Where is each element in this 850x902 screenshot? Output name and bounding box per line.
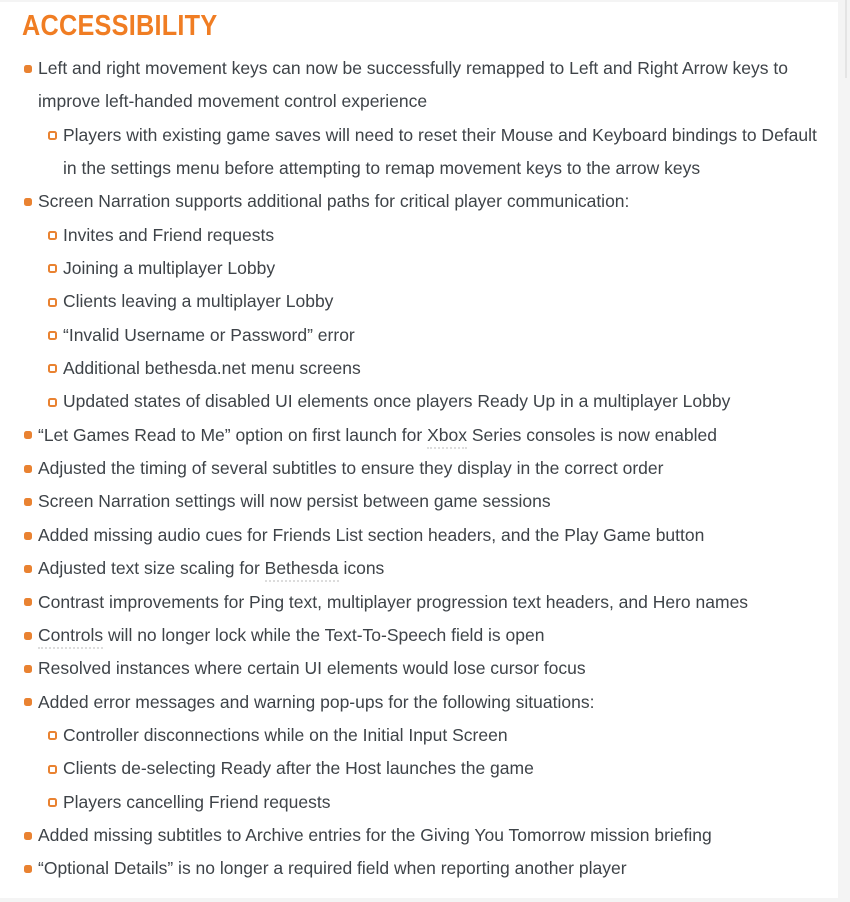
note-text: Controller disconnections while on the Initial Input Screen [63, 724, 508, 745]
list-item [38, 852, 830, 885]
list-item [38, 52, 830, 185]
note-text: Left and right movement keys can now be successfully remapped to Left and Right Arrow keys to improve left-handed movement control experience [38, 58, 793, 112]
dotted-underline-term: Controls [38, 625, 103, 649]
note-text: Additional bethesda.net menu screens [63, 358, 361, 379]
note-text: Updated states of disabled UI elements once players Ready Up in a multiplayer Lobby [63, 391, 731, 412]
note-text: Players with existing game saves will need to reset their Mouse and Keyboard bindings to Default in the settings menu before attempting to remap movement keys to the arrow keys [63, 124, 822, 179]
list-item [38, 552, 830, 585]
sub-list-item [63, 385, 830, 418]
section-heading [0, 8, 838, 44]
list-item [38, 686, 830, 819]
note-text: “Optional Details” is no longer a required field when reporting another player [38, 858, 627, 879]
sub-list-item [63, 752, 830, 785]
note-text: Added error messages and warning pop-ups for the following situations: [38, 691, 595, 712]
sub-list [38, 119, 830, 186]
list-item [38, 419, 830, 452]
note-text: Resolved instances where certain UI elements would lose cursor focus [38, 658, 586, 679]
list-item [38, 185, 830, 418]
note-text: Adjusted the timing of several subtitles to ensure they display in the correct order [38, 458, 664, 479]
note-text: Clients de-selecting Ready after the Host launches the game [63, 758, 534, 779]
sub-list-item [63, 719, 830, 752]
note-text: Series consoles is now enabled [466, 424, 717, 445]
list-item [38, 452, 830, 485]
dotted-underline-term: Bethesda [265, 558, 339, 582]
sub-list-item [63, 352, 830, 385]
list-item [38, 519, 830, 552]
patch-notes-content [0, 2, 838, 898]
section-heading-text: ACCESSIBILITY [22, 10, 218, 42]
note-text: will no longer lock while the Text-To-Speech field is open [103, 624, 545, 645]
sub-list [38, 719, 830, 819]
dotted-underline-term: Xbox [427, 425, 467, 449]
notes-list [0, 52, 830, 886]
list-item [38, 485, 830, 518]
note-text: “Invalid Username or Password” error [63, 324, 355, 345]
note-text: Invites and Friend requests [63, 224, 275, 245]
note-text: Joining a multiplayer Lobby [63, 258, 276, 279]
list-item [38, 586, 830, 619]
note-text: icons [338, 558, 385, 579]
sub-list-item [63, 252, 830, 285]
note-text: Added missing subtitles to Archive entries for the Giving You Tomorrow mission briefing [38, 824, 712, 845]
list-item [38, 619, 830, 652]
note-text: Adjusted text size scaling for [38, 558, 265, 579]
note-text: Clients leaving a multiplayer Lobby [63, 291, 334, 312]
note-text: Screen Narration settings will now persist between game sessions [38, 491, 551, 512]
note-text: Players cancelling Friend requests [63, 791, 331, 812]
note-text: “Let Games Read to Me” option on first launch for [38, 424, 428, 445]
note-text: Screen Narration supports additional paths for critical player communication: [38, 191, 630, 212]
list-item [38, 652, 830, 685]
sub-list-item [63, 119, 830, 186]
list-item [38, 819, 830, 852]
scrollbar-thumb[interactable] [845, 0, 847, 78]
sub-list-item [63, 219, 830, 252]
sub-list-item [63, 285, 830, 318]
sub-list-item [63, 319, 830, 352]
sub-list [38, 219, 830, 419]
sub-list-item [63, 786, 830, 819]
note-text: Contrast improvements for Ping text, multiplayer progression text headers, and Hero names [38, 591, 749, 612]
note-text: Added missing audio cues for Friends List section headers, and the Play Game button [38, 524, 705, 545]
